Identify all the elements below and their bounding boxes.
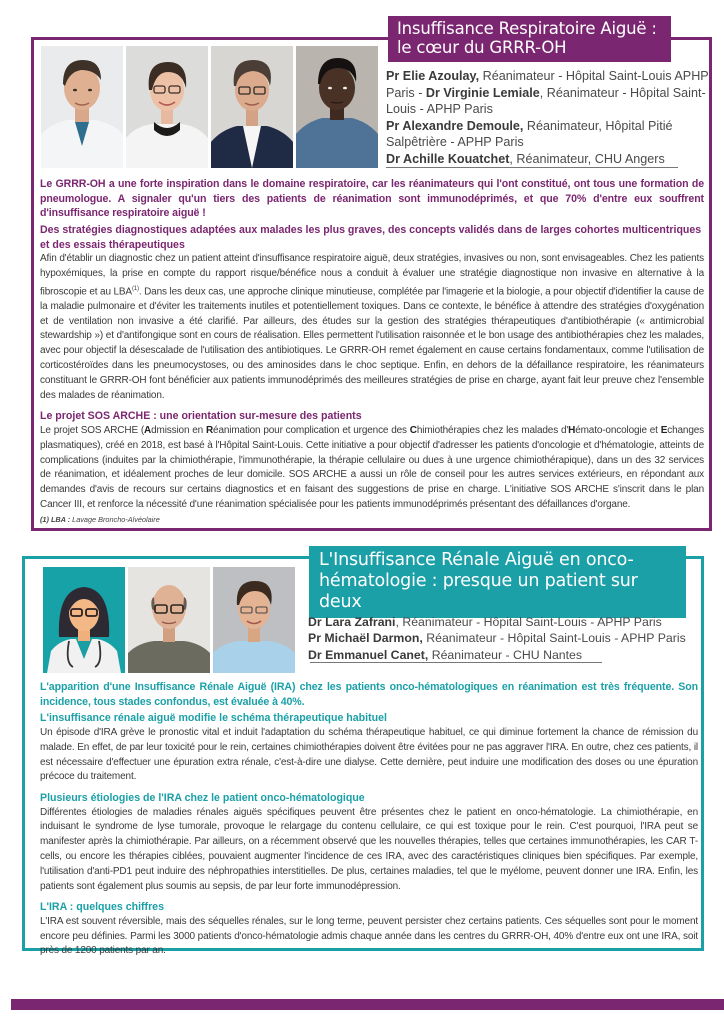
lead-paragraph: L'apparition d'une Insuffisance Rénale Aiguë (IRA) chez les patients onco-hématologiques en réanimation est très fréquente. Son incidence, tous stades confondus, est évaluée à 40%. — [40, 681, 698, 708]
authors-divider — [386, 167, 678, 168]
author-role: , Réanimateur - Hôpital Saint-Louis - APHP Paris — [395, 615, 662, 629]
title-line-1: Insuffisance Respiratoire Aiguë : — [397, 19, 657, 38]
respiratory-authors-list — [386, 68, 712, 168]
respiratory-section-title — [388, 16, 671, 62]
renal-section-title — [309, 546, 686, 618]
section-heading: Le projet SOS ARCHE : une orientation sur-mesure des patients — [40, 410, 362, 423]
acronym-letter: R — [205, 424, 214, 436]
author-role: , Réanimateur - Hôpital Saint-Louis - APHP Paris — [386, 85, 706, 117]
author-name: Pr Elie Azoulay, — [386, 69, 480, 83]
footer-bar — [11, 999, 724, 1010]
person-portrait-icon — [126, 46, 208, 168]
section-heading: Des stratégies diagnostiques adaptées aux malades les plus graves, des concepts validés dans de larges cohortes multicentriques et des essais thérapeutiques — [40, 224, 702, 251]
renal-authors-list — [308, 614, 704, 663]
footnote-text: Lavage Broncho-Alvéolaire — [70, 514, 160, 524]
paragraph-text: dmission en — [151, 424, 206, 436]
paragraph-text: himiothérapies chez les malades d' — [416, 424, 569, 436]
paragraph-text: émato-oncologie et — [575, 424, 661, 436]
author-name: Dr Emmanuel Canet, — [308, 647, 429, 662]
author-name: Dr Virginie Lemiale — [425, 85, 540, 100]
body-paragraph — [40, 424, 704, 513]
body-paragraph — [40, 252, 704, 403]
person-portrait-icon — [128, 567, 210, 673]
section-heading: L'insuffisance rénale aiguë modifie le schéma thérapeutique habituel — [40, 712, 387, 725]
portrait-photo — [213, 567, 295, 673]
author-name: Dr Achille Kouatchet — [386, 151, 510, 166]
lead-paragraph: Le GRRR-OH a une forte inspiration dans le domaine respiratoire, car les réanimateurs qui l'ont constitué, ont tous une formation de pneumologue. A signaler qu'un tiers des patients de réanimation sont immunodéprimés, et que 70% d'entre eux souffrent d'insuffisance respiratoire aiguë ! — [40, 178, 704, 220]
renal-authors-photos — [43, 567, 295, 673]
footnote — [40, 514, 704, 525]
body-paragraph: L'IRA est souvent réversible, mais des séquelles rénales, sur le long terme, peuvent persister chez certains patients. Ces séquelles sont pour le moment encore peu définies. Parmi les 3000 patients d'onco-hématologie admis chaque année dans les centres du GRRR-OH, 40% d'entre eux ont une IRA, soit près de 1200 patients par an. — [40, 915, 698, 957]
author-role: Réanimateur, Hôpital Pitié Salpêtrière - APHP Paris — [386, 118, 673, 150]
paragraph-text: changes plasmatiques), créé en 2018, est basé à l'Hôpital Saint-Louis. Cette initiative a pour objectif d'adresser les patients d'oncologie et d'hématologie, atteints de complications (induites par la chimiothérapie, l'immunothérapie, la thérapie cellulaire ou dues à une urgence chimiothérapique), dans un des 32 services de réanimation, et idéalement proches de leur domicile. SOS ARCHE a aussi un rôle de conseil pour les autres services extérieurs, en répondant aux demandes d'avis de recours sur certains diagnostics et en faisant des suggestions de prise en charge. L'initiative SOS ARCHE s'inscrit dans le plan Cancer III, et renforce la nécessité d'une réanimation spécialisée pour les patients immunodéprimés présentant des défaillances d'organe. — [40, 424, 704, 510]
respiratory-article-body — [40, 177, 704, 525]
portrait-photo — [128, 567, 210, 673]
body-paragraph: Un épisode d'IRA grève le pronostic vital et induit l'adaptation du schéma thérapeutique habituel, ce qui diminue fortement la chance de rémission du malade. En effet, de par leur toxicité pour le rein, certaines chimiothérapies doivent être évitées pour ne pas aggraver l'IRA. En outre, chez ces patients, il est nécessaire d'effectuer une épuration extra rénale, c'est-à-dire une dialyse. Cette dernière, peut induire une modification des doses ou une épuration précoce du traitement. — [40, 726, 698, 783]
respiratory-authors-photos — [41, 46, 378, 168]
author-role: Réanimateur - Hôpital Saint-Louis - APHP Paris — [422, 631, 686, 646]
body-paragraph: Différentes étiologies de maladies rénales aiguës spécifiques peuvent être présentes chez le patient en onco-hématologie. La chimiothérapie, en induisant le syndrome de lyse tumorale, provoque le relargage du contenu cellulaire, ce qui est toxique pour le rein. C'est pourquoi, l'IRA peut se manifester après la chimiothérapie. Par ailleurs, on a récemment observé que les nouvelles thérapies, telles que certaines immunothérapies, les CAR T-cells, ou encore les thérapies ciblées, pouvaient augmenter l'incidence de ces IRA, avec des caractéristiques cliniques bien spécifiques. Par exemple, l'utilisation d'anti-PD1 peut induire des néphropathies interstitielles. De plus, certaines maladies, tel que le myélome, peuvent donner une IRA. Enfin, les patients sont également plus soumis au sepsis, de par leur forte immunodépression. — [40, 806, 698, 892]
renal-article-body — [40, 680, 698, 959]
author-role: Réanimateur - CHU Nantes — [428, 647, 583, 662]
portrait-photo — [41, 46, 123, 168]
paragraph-text: . Dans les deux cas, une approche clinique minutieuse, complétée par l'imagerie et la biologie, a pour objectif d'identifier la cause de la maladie pulmonaire et d'éviter les traitements inutiles et potentiellement toxiques. Dans ce contexte, le bénéfice à attendre des stratégies d'oxygénation et de ventilation non invasive a été clarifié. Par ailleurs, des études sur la gestion des stratégies thérapeutiques d'antibiothérapie (« antimicrobial stewardship ») et d'antifongique sont en cours de réalisation. Elles permettent l'utilisation raisonnée et le bon usage des antibiothérapies chez les malades, avec pour objectif la désescalade de l'utilisation des antibiotiques. Le GRRR-OH remet également en cause certains fondamentaux, comme l'utilisation de corticostéroïdes dans les pneumocystoses, ou des aminosides dans le choc septique. Enfin, en dehors de la défaillance respiratoire, les réanimateurs constituant le GRRR-OH font bénéficier aux patients immunodéprimés des meilleures stratégies de prise en charge, ayant fait leur preuve chez l'ensemble des malades de réanimation. — [40, 286, 704, 401]
person-portrait-icon — [211, 46, 293, 168]
title-connector — [685, 556, 704, 559]
title-line-2: hématologie : presque un patient sur deux — [319, 571, 638, 612]
doctor-illustration — [43, 567, 125, 673]
title-line-1: L'Insuffisance Rénale Aiguë en onco- — [319, 550, 634, 570]
paragraph-text: Afin d'établir un diagnostic chez un patient atteint d'insuffisance respiratoire aiguë, deux stratégies, invasives ou non, sont envisageables. Chez les patients hypoxémiques, la prise en compte du rapport risque/bénéfice nous a conduit à évaluer une stratégie diagnostique non invasive en alternative à la fibroscopie et au LBA — [40, 253, 704, 298]
portrait-photo — [296, 46, 378, 168]
title-connector — [670, 37, 712, 40]
author-name: Dr Lara Zafrani — [308, 615, 396, 629]
author-role: Réanimateur - Hôpital Saint-Louis APHP Paris - — [386, 69, 709, 100]
section-heading: Plusieurs étiologies de l'IRA chez le patient onco-hématologique — [40, 792, 365, 805]
person-portrait-icon — [41, 46, 123, 168]
paragraph-text: Le projet SOS ARCHE ( — [40, 424, 145, 436]
author-name: Pr Michaël Darmon, — [308, 631, 423, 646]
acronym-letter: H — [568, 424, 576, 436]
person-portrait-icon — [296, 46, 378, 168]
acronym-letter: A — [144, 424, 152, 436]
paragraph-text: éanimation pour complication et urgence des — [213, 424, 410, 436]
acronym-letter: E — [660, 424, 668, 436]
title-line-2: le cœur du GRRR-OH — [397, 38, 567, 57]
footnote-reference: (1) — [131, 285, 139, 292]
portrait-photo — [211, 46, 293, 168]
person-portrait-icon — [213, 567, 295, 673]
section-heading: L'IRA : quelques chiffres — [40, 901, 164, 914]
portrait-photo — [126, 46, 208, 168]
acronym-letter: C — [409, 424, 417, 436]
author-name: Pr Alexandre Demoule, — [386, 118, 524, 133]
female-doctor-icon — [43, 567, 125, 673]
footnote-label: (1) LBA : — [40, 514, 71, 524]
author-role: , Réanimateur, CHU Angers — [509, 151, 665, 166]
authors-divider — [310, 662, 602, 663]
